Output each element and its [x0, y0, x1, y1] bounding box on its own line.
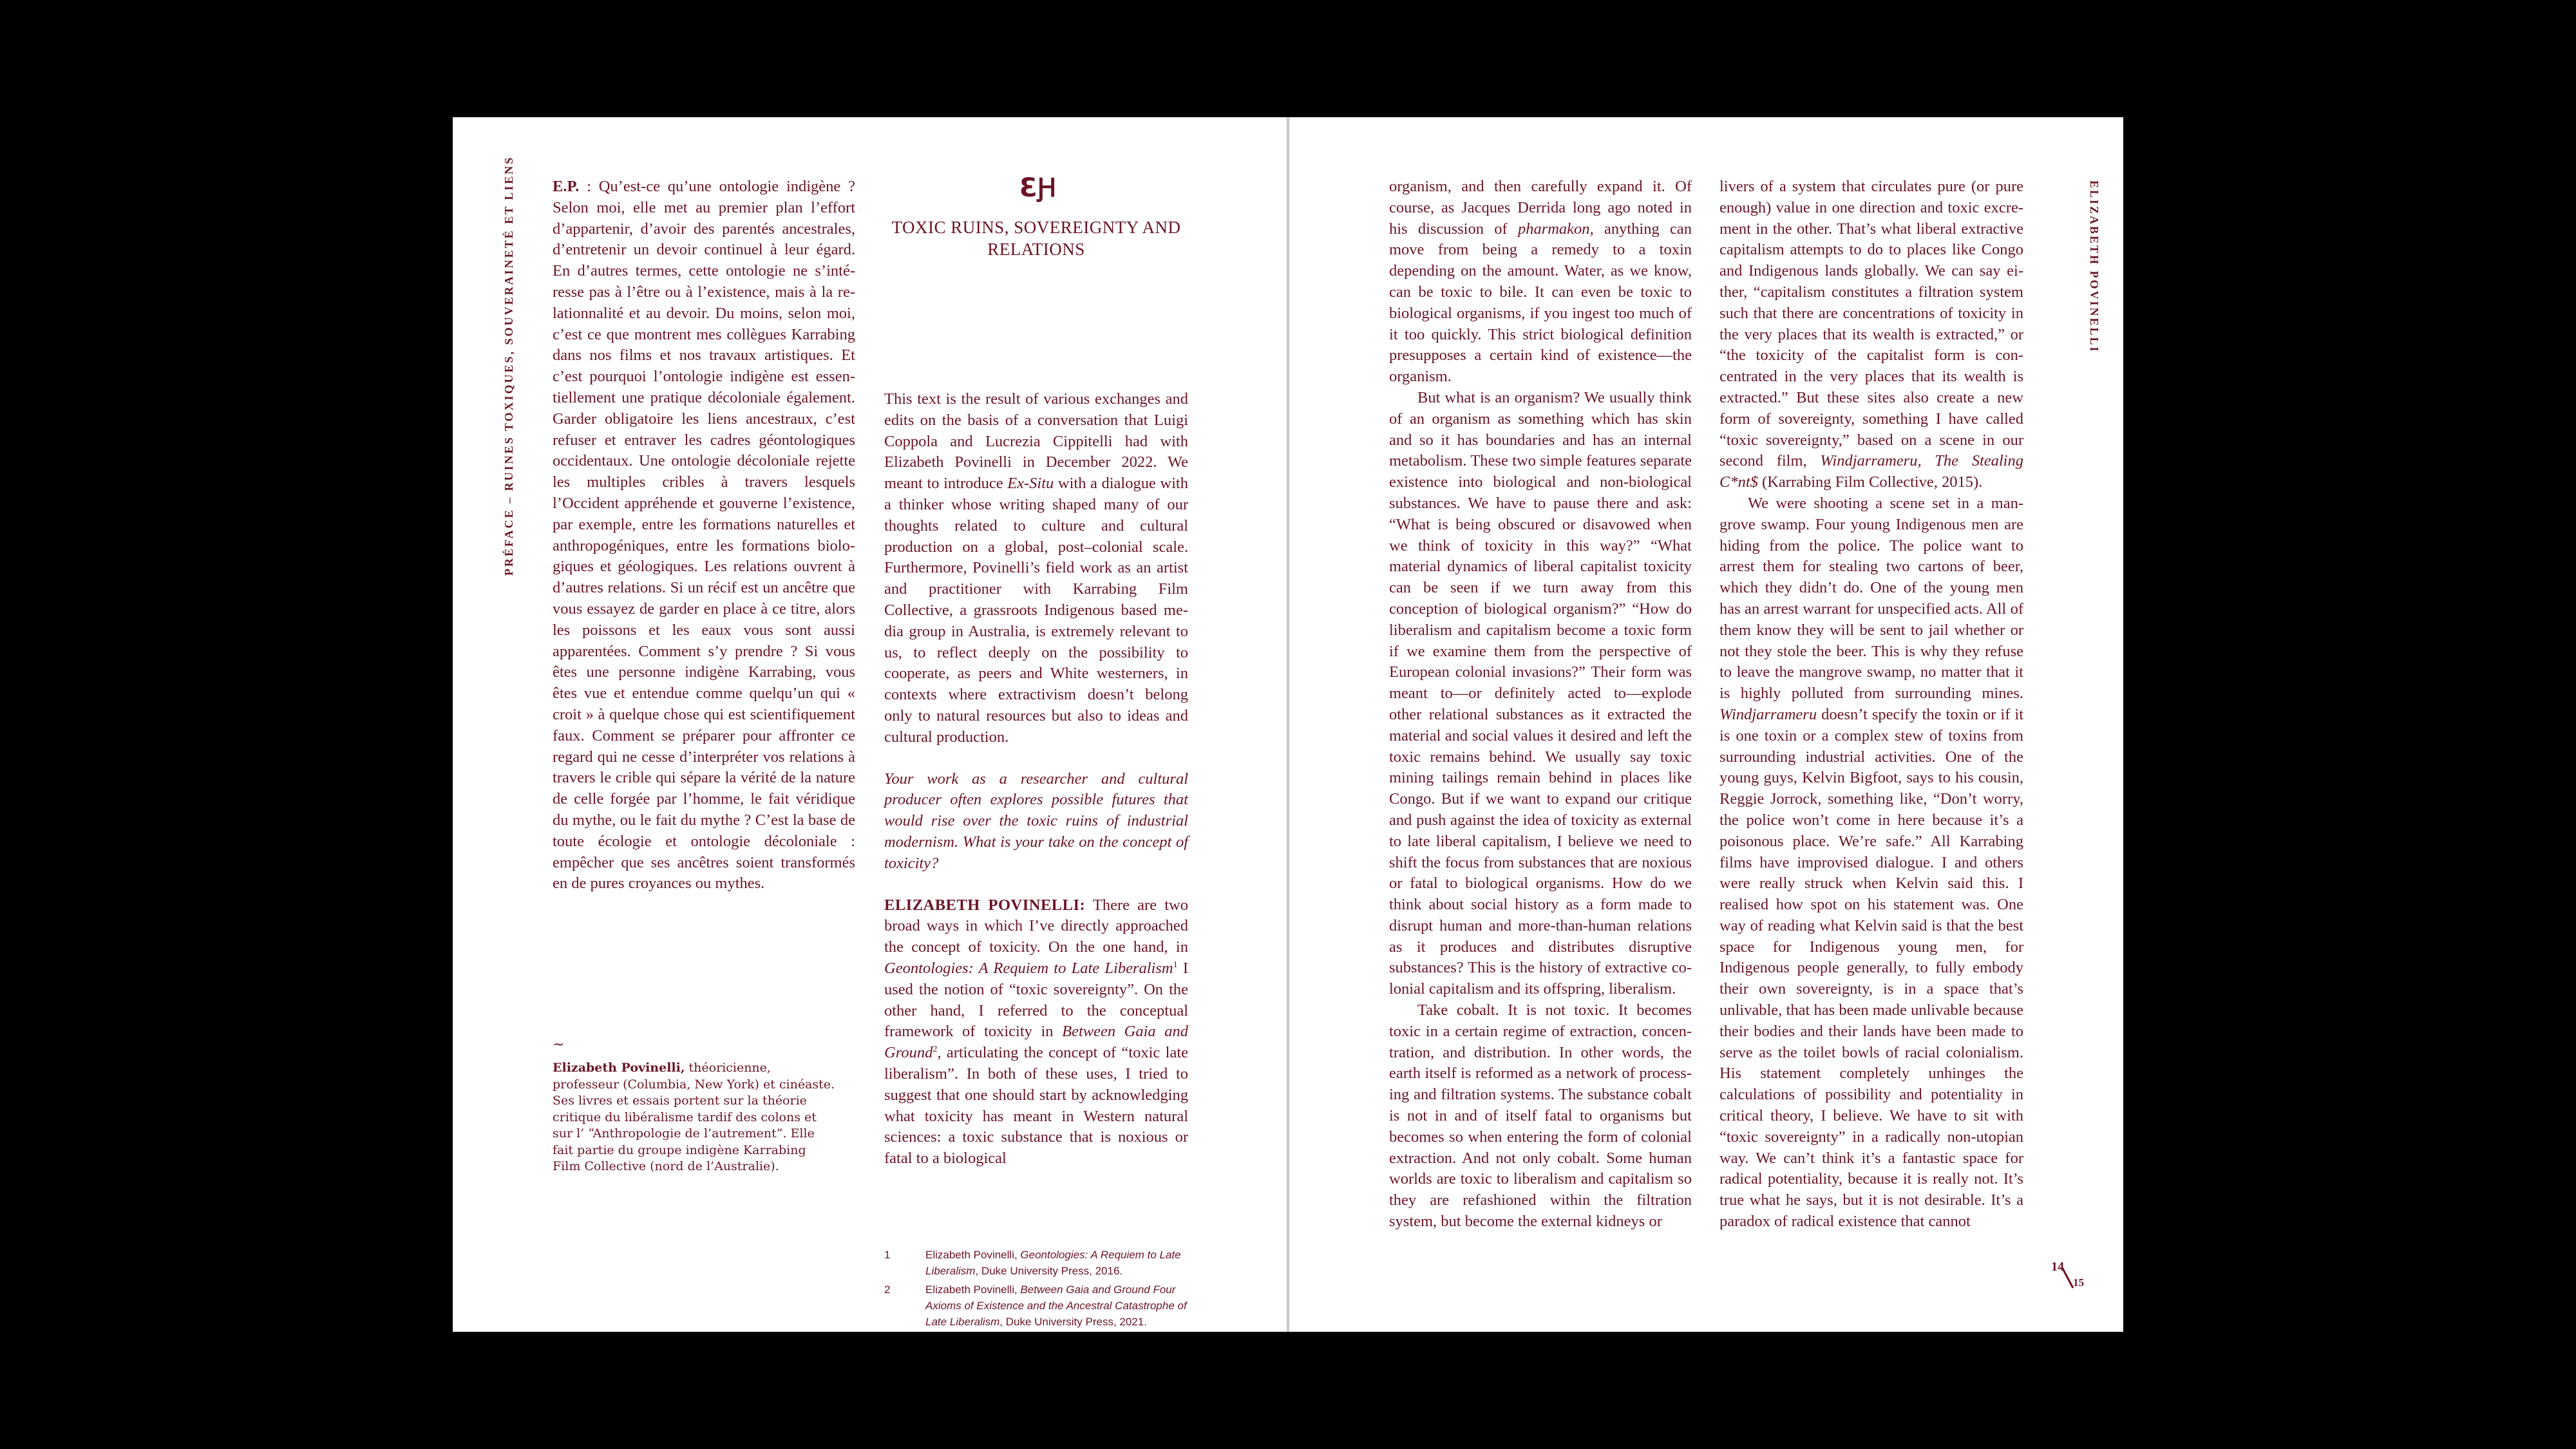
footnote-1 [884, 1247, 1188, 1279]
section-logo-icon: ƐԨ [1019, 173, 1057, 203]
page-number-left: 14 [2051, 1260, 2064, 1274]
d2-text-b: doesn’t specify the toxin or if it is one toxin or a complex stew of toxins from surrounding industrial activities. One of the young guys, Kelvin Bigfoot, says to his cousin, Reggie Jorrock, something like, “Don’t worry, the police won’t come in here because it’s a poisonous place. We’re safe.” All Karrabing films have improvised dialogue. I and others were really struck when Kelvin said this. I realised how spot on his statement was. One way of reading what Kelvin said is that the best space for Indigenous young men, for Indigenous people generally, to fully embody their own sovereignty, is in a space that’s unlivable, that has been made unlivable because their bodies and their lands have been made to serve as the toilet bowls of racial colonialism. His statement completely unhinges the calculations of possibility and potentiality in critical theory, I believe. We have to sit with “toxic sovereignty” in a radically non-utopian way. We can’t think it’s a fantastic space for radical potentiality, because it is really not. It’s true what he says, but it is not desirable. It’s a paradox of radical existence that cannot [1719, 705, 2023, 1231]
paragraph-d2 [1719, 493, 2023, 1233]
bio-name: Elizabeth Povinelli, [553, 1061, 685, 1075]
c1-pharmakon: pharmakon [1517, 220, 1590, 238]
answer-book-2: Between Gaia and Ground [884, 1023, 1188, 1062]
intro-text-1: This text is the result of various exchanges and edits on the basis of a conversation that Luigi Coppola and Lucrezia Cippitelli had with Elizabeth Povinelli in December 2022. We meant to introduce [884, 390, 1188, 493]
footnote-author: Elizabeth Povinelli, [925, 1283, 1021, 1296]
c1-text-a: organism, and then carefully expand it. Of course, as Jacques Derrida long ago noted in his discussion of [1389, 178, 1692, 238]
d2-film-title: Windjarrameru [1719, 705, 1817, 723]
page-number-right: 15 [2073, 1276, 2084, 1289]
left-page [453, 117, 1287, 1332]
footnote-number: 1 [884, 1249, 891, 1261]
intro-paragraph [884, 389, 1188, 748]
footnote-rest: , Duke University Press, 2021. [999, 1316, 1147, 1328]
column-english-c [1389, 176, 1692, 1233]
running-head-left: PRÉFACE – RUINES TOXIQUES, SOUVERAINETÉ ET LIENS [502, 155, 515, 576]
right-page [1289, 117, 2123, 1332]
intro-ex-situ: Ex-Situ [1007, 475, 1054, 493]
running-head-right: ELIZABETH POVINELLI [2088, 180, 2101, 354]
section-title: TOXIC RUINS, SOVEREIGNTY AND RELATIONS [891, 218, 1181, 259]
footnote-text [925, 1282, 1188, 1330]
interview-question: Your work as a researcher and cultural producer often explores possible futures that would rise over the toxic ruins of industrial modernism. What is your take on the concept of toxicity? [884, 770, 1188, 872]
french-text: : Qu’est-ce qu’une ontologie indigène ? Selon moi, elle met au premier plan l’effort d’appartenir, d’avoir des parentés ancestrales, d’entretenir un devoir continuel à leur égard. En d’autres termes, cette ontologie ne s’intéresse pas à l’être ou à l’existence, mais à la relationnalité et au devoir. Du moins, selon moi, c’est ce que montrent mes collègues Karrabing dans nos films et nos travaux artistiques. Et c’est pourquoi l’ontologie indigène est essentiellement une pratique décoloniale également. Garder obligatoire les liens ancestraux, c’est refuser et entraver les cadres géontologiques occidentaux. Une ontologie décoloniale rejette les multiples cribles à travers lesquels l’Occident appréhende et gouverne l’existence, par exemple, entre les formations naturelles et anthropogéniques, entre les formations biologiques et géologiques. Les relations ouvrent à d’autres relations. Si un récif est un ancêtre que vous essayez de garder en place à ce titre, alors les poissons et les eaux vous sont aussi apparentées. Comment s’y prendre ? Si vous êtes une personne indigène Karrabing, vous êtes vue et entendue comme quelqu’un qui « croit » à quelque chose qui est scientifiquement faux. Comment se préparer pour affronter ce regard qui ne cesse d’interpréter vos relations à travers le crible qui sépare la vérité de la nature de celle forgée par l’homme, le fait véridique du mythe, ou le fait du mythe ? C’est la base de toute écologie et ontologie décoloniale : empêcher que ses ancêtres soient transformés en de pures croyances ou mythes. [553, 178, 855, 893]
paragraph-d1 [1719, 176, 2023, 493]
footnote-text [925, 1247, 1188, 1279]
answer-speaker: ELIZABETH POVINELLI: [884, 896, 1086, 914]
column-english-intro [884, 389, 1188, 1170]
interview-answer [884, 895, 1188, 1170]
divider-tilde: ~ [553, 1037, 565, 1053]
footnote-ref-1[interactable]: 1 [1173, 960, 1178, 970]
d1-text-a: livers of a system that circulates pure (or pure enough) value in one direction and toxic excrement in the other. That’s what liberal extractive capitalism attempts to do to places like Congo and Indigenous lands globally. We can say either, “capitalism constitutes a filtration system such that there are concentrations of toxicity in the very places that its wealth is extracted,” or “the toxicity of the capitalist form is concentrated in the very places that its wealth is extracted.” But these sites also create a new form of sovereignty, something I have called “toxic sovereignty,” based on a scene in our second film, [1719, 178, 2023, 470]
speaker-label: E.P. [553, 178, 580, 195]
footnotes [884, 1247, 1188, 1332]
footnote-author: Elizabeth Povinelli, [925, 1249, 1021, 1261]
bio-text: théoricienne, professeur (Columbia, New York) et cinéaste. Ses livres et essais portent sur la théorie critique du libéralisme tardif des colons et sur l’ “Anthropologie de l’autrement”. Elle fait partie du groupe indigène Karrabing Film Collective (nord de l’Australie). [553, 1061, 835, 1173]
d1-text-b: (Karrabing Film Collective, 2015). [1757, 473, 1983, 491]
answer-book-1: Geontologies: A Requiem to Late Liberalism [884, 959, 1173, 977]
d1-film-title: Windjarrameru, The Stealing C*nt$ [1719, 452, 2023, 491]
answer-text-1: There are two broad ways in which I’ve directly approached the concept of toxicity. On the one hand, in [884, 896, 1189, 956]
footnote-number: 2 [884, 1283, 891, 1296]
footnote-title: Between Gaia and Ground Four Axioms of Existence and the Ancestral Catastrophe of Late Liberalism [925, 1283, 1187, 1328]
paragraph-c1 [1389, 176, 1692, 388]
answer-text-3: , articulating the concept of “toxic late liberalism”. In both of these uses, I tried to suggest that one should start by acknowledging what toxicity has meant in Western natural sciences: a toxic substance that is noxious or fatal to a biological [884, 1044, 1188, 1168]
paragraph-c2: But what is an organism? We usually think of an organism as something which has skin and so it has boundaries and has an internal metabolism. These two simple features separate existence into biological and non-biological substances. We have to pause there and ask: “What is being obscured or disavowed when we think of toxicity in this way?” “What material dynamics of liberal capitalist toxicity can be seen if we turn away from this conception of biological organism?” “How do liberalism and capitalism become a toxic form if we examine them from the perspective of European colonial invasions?” Their form was meant to—or definitely acted to—explode other relational substances as it extracted the material and social values it desired and left the toxic remains behind. We usually say toxic mining tailings remain behind in places like Congo. But if we want to expand our critique and push against the idea of toxicity as external to late liberal capitalism, I believe we need to shift the focus from substances that are noxious or fatal to biological organisms. How do we think about social history as a form made to disrupt human and more-than-human relations as it produces and distributes disruptive substances? This is the history of extractive colonial capitalism and its offspring, liberalism. [1389, 388, 1692, 998]
footnote-ref-2[interactable]: 2 [933, 1044, 938, 1054]
answer-text-2: I used the notion of “toxic sovereignty”. On the other hand, I referred to the conceptual framework of toxicity in [884, 959, 1188, 1041]
intro-text-2: with a dialogue with a thinker whose writing shaped many of our thoughts related to culture and cultural production on a global, post–colonial scale. Furthermore, Povinelli’s field work as an artist and practitioner with Karrabing Film Collective, a grassroots Indigenous based media group in Australia, is extremely relevant to us, to reflect deeply on the possibility to cooperate, as peers and White westerners, in contexts where extractivism doesn’t belong only to natural resources but also to ideas and cultural production. [884, 475, 1188, 746]
footnote-2 [884, 1282, 1188, 1330]
footnote-rest: , Duke University Press, 2016. [975, 1265, 1123, 1277]
footnote-title: Geontologies: A Requiem to Late Liberalism [925, 1249, 1181, 1277]
column-english-d [1719, 176, 2023, 1233]
french-paragraph [553, 176, 855, 895]
author-bio [553, 1060, 836, 1175]
page-number [2051, 1260, 2092, 1292]
c1-text-b: , anything can move from being a remedy to a toxin depending on the amount. Water, as we know, can be toxic to bile. It can even be toxic to biological organisms, if you ingest too much of it too quickly. This strict biological definition presupposes a certain kind of existence—the organism. [1389, 220, 1692, 386]
column-french [553, 176, 855, 895]
d2-text-a: We were shooting a scene set in a mangrove swamp. Four young Indigenous men are hiding from the police. The police want to arrest them for stealing two cartons of beer, which they didn’t do. One of the young men has an arrest warrant for unspecified acts. All of them know they will be sent to jail whether or not they stole the beer. This is why they refuse to leave the mangrove swamp, no matter that it is highly polluted from surrounding mines. [1719, 494, 2023, 703]
paragraph-c3: Take cobalt. It is not toxic. It becomes toxic in a certain regime of extraction, concentration, and distribution. In other words, the earth itself is reformed as a network of processing and filtration systems. The substance cobalt is not in and of itself fatal to organisms but becomes so when entering the form of colonial extraction. And not only cobalt. Some human worlds are toxic to liberalism and capitalism so they are refashioned within the filtration system, but become the external kidneys or [1389, 1001, 1692, 1231]
